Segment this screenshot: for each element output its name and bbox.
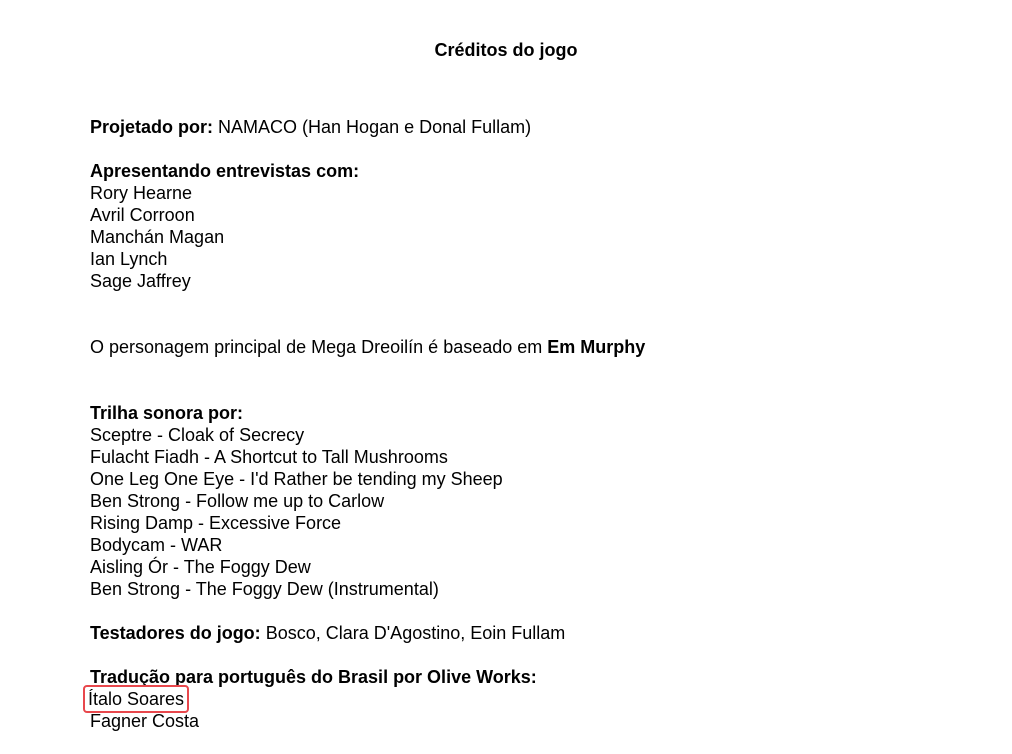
interviewee-name: Avril Corroon: [90, 205, 195, 225]
main-character-name: Em Murphy: [547, 337, 646, 357]
designed-by-label: Projetado por:: [90, 117, 214, 137]
interviewee-name: Sage Jaffrey: [90, 271, 191, 291]
soundtrack-track: Sceptre - Cloak of Secrecy: [90, 425, 305, 445]
soundtrack-track: Ben Strong - The Foggy Dew (Instrumental): [90, 579, 439, 599]
main-character-line: [90, 336, 990, 358]
interviews-heading: [90, 160, 990, 182]
soundtrack-track: Fulacht Fiadh - A Shortcut to Tall Mushrooms: [90, 447, 448, 467]
translator-name: Fagner Costa: [90, 711, 200, 731]
soundtrack-label: Trilha sonora por:: [90, 403, 244, 423]
soundtrack-track: Rising Damp - Excessive Force: [90, 513, 342, 533]
page-title: Créditos do jogo: [434, 40, 578, 60]
interviewee-name: Manchán Magan: [90, 227, 225, 247]
soundtrack-track: Bodycam - WAR: [90, 535, 223, 555]
interviews-label: Apresentando entrevistas com:: [90, 161, 360, 181]
interviewee-name: Ian Lynch: [90, 249, 168, 269]
soundtrack-track: One Leg One Eye - I'd Rather be tending my Sheep: [90, 469, 503, 489]
credits-body: [90, 116, 990, 732]
translation-heading: [90, 666, 990, 688]
testers-line: [90, 622, 990, 644]
soundtrack-track: Aisling Ór - The Foggy Dew: [90, 557, 311, 577]
testers-value: Bosco, Clara D'Agostino, Eoin Fullam: [265, 623, 566, 643]
main-character-text: O personagem principal de Mega Dreoilín é baseado em: [90, 337, 543, 357]
soundtrack-heading: [90, 402, 990, 424]
designed-by-value: NAMACO (Han Hogan e Donal Fullam): [218, 117, 532, 137]
translator-line: [90, 688, 990, 710]
translator-name-highlighted[interactable]: Ítalo Soares: [88, 689, 185, 709]
testers-label: Testadores do jogo:: [90, 623, 261, 643]
interviewee-name: Rory Hearne: [90, 183, 193, 203]
soundtrack-track: Ben Strong - Follow me up to Carlow: [90, 491, 385, 511]
translation-label: Tradução para português do Brasil por Olive Works:: [90, 667, 537, 687]
designed-by-line: [90, 116, 990, 138]
